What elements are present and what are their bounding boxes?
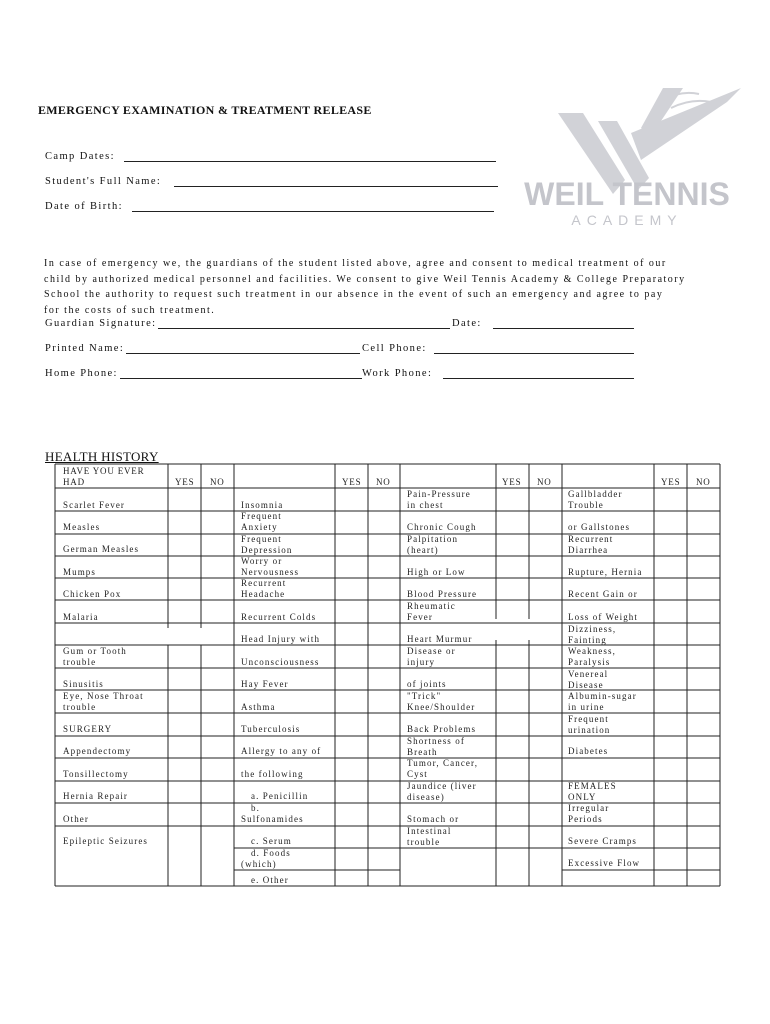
condition-label: Tonsillectomy	[63, 769, 129, 779]
logo-wordmark: WEIL TENNIS	[524, 176, 730, 212]
surgery-label: SURGERY	[63, 724, 113, 734]
consent-line: for the costs of such treatment.	[44, 304, 216, 316]
condition-label: Pain-Pressure	[407, 489, 471, 499]
cell-phone-label: Cell Phone:	[362, 343, 427, 354]
condition-label: Cyst	[407, 769, 428, 779]
date-of-birth-label: Date of Birth:	[45, 201, 123, 212]
condition-label: Hay Fever	[241, 679, 289, 689]
condition-label: Head Injury with	[241, 634, 321, 644]
condition-label: Disease or	[407, 646, 456, 656]
condition-label: Intestinal	[407, 826, 452, 836]
allergy-option: e. Other	[251, 875, 289, 885]
condition-label: Fever	[407, 612, 433, 622]
condition-label: Insomnia	[241, 500, 284, 510]
consent-line: School the authority to request such treatment in our absence in the event of such an emergency and agree to pay	[44, 289, 664, 300]
condition-label: or Gallstones	[568, 522, 631, 532]
condition-label: Epileptic Seizures	[63, 836, 149, 846]
condition-label: Disease	[568, 680, 604, 690]
condition-label: Shortness of	[407, 736, 465, 746]
allergy-option: d. Foods	[251, 848, 291, 858]
health-history-heading: HEALTH HISTORY	[45, 449, 159, 464]
consent-line: child by authorized medical personnel and facilities. We consent to give Weil Tennis Academy & College Preparatory	[44, 273, 686, 285]
work-phone-label: Work Phone:	[362, 368, 433, 379]
form-title: EMERGENCY EXAMINATION & TREATMENT RELEASE	[38, 103, 372, 117]
condition-label: Recurrent Colds	[241, 612, 317, 622]
condition-label: Severe Cramps	[568, 836, 638, 846]
condition-label: disease)	[407, 792, 445, 802]
condition-label: Breath	[407, 747, 438, 757]
condition-label: Rheumatic	[407, 601, 456, 611]
allergy-option: a. Penicillin	[251, 791, 309, 801]
condition-label: Rupture, Hernia	[568, 567, 643, 577]
condition-label: Chicken Pox	[63, 589, 122, 599]
condition-label: Gum or Tooth	[63, 646, 127, 656]
condition-label: Loss of Weight	[568, 612, 639, 622]
condition-label: urination	[568, 725, 611, 735]
condition-label: Fainting	[568, 635, 607, 645]
condition-label: Irregular	[568, 803, 610, 813]
condition-label: Appendectomy	[63, 746, 132, 756]
condition-label: Frequent	[241, 511, 282, 521]
condition-label: Jaundice (liver	[407, 781, 477, 791]
date-label: Date:	[452, 318, 482, 329]
condition-label: Trouble	[568, 500, 604, 510]
condition-label: Periods	[568, 814, 603, 824]
condition-label: Worry or	[241, 556, 283, 566]
allergy-option: Sulfonamides	[241, 814, 304, 824]
yes-header: YES	[661, 477, 681, 487]
condition-label: Sinusitis	[63, 679, 104, 689]
table-header-had: HAD	[63, 477, 85, 487]
condition-label: Excessive Flow	[568, 858, 641, 868]
condition-label: Recent Gain or	[568, 589, 638, 599]
condition-label: Diabetes	[568, 746, 609, 756]
condition-label: Back Problems	[407, 724, 477, 734]
student-name-label: Student's Full Name:	[45, 176, 162, 187]
condition-label: Unconsciousness	[241, 657, 320, 667]
condition-label: Paralysis	[568, 657, 611, 667]
condition-label: in urine	[568, 702, 605, 712]
condition-label: Palpitation	[407, 534, 459, 544]
condition-label: Anxiety	[241, 522, 278, 532]
no-header: NO	[376, 477, 391, 487]
yes-header: YES	[175, 477, 195, 487]
condition-label: Nervousness	[241, 567, 300, 577]
condition-label: Recurrent	[568, 534, 614, 544]
condition-label: Frequent	[241, 534, 282, 544]
condition-label: Weakness,	[568, 646, 616, 656]
condition-label: German Measles	[63, 544, 140, 554]
no-header: NO	[210, 477, 225, 487]
condition-label: Stomach or	[407, 814, 460, 824]
condition-label: Tumor, Cancer,	[407, 758, 479, 768]
condition-label: Mumps	[63, 567, 97, 577]
condition-label: Headache	[241, 589, 286, 599]
condition-label: in chest	[407, 500, 444, 510]
condition-label: injury	[407, 657, 436, 667]
condition-label: Venereal	[568, 669, 609, 679]
condition-label: Tuberculosis	[241, 724, 301, 734]
condition-label: Measles	[63, 522, 101, 532]
condition-label: Eye, Nose Throat	[63, 691, 144, 701]
condition-label: Frequent	[568, 714, 609, 724]
condition-label: Asthma	[241, 702, 276, 712]
condition-label: Hernia Repair	[63, 791, 129, 801]
condition-label: the following	[241, 769, 304, 779]
table-header-have-you-ever: HAVE YOU EVER	[63, 466, 145, 476]
condition-label: Malaria	[63, 612, 99, 622]
condition-label: trouble	[407, 837, 441, 847]
condition-label: "Trick"	[407, 691, 442, 701]
allergy-option: c. Serum	[251, 836, 292, 846]
condition-label: Recurrent	[241, 578, 287, 588]
condition-label: trouble	[63, 702, 97, 712]
condition-label: Chronic Cough	[407, 522, 477, 532]
condition-label: Albumin-sugar	[568, 691, 637, 701]
allergy-option: b.	[251, 803, 260, 813]
condition-label: Scarlet Fever	[63, 500, 126, 510]
guardian-signature-label: Guardian Signature:	[45, 318, 157, 329]
yes-header: YES	[342, 477, 362, 487]
condition-label: Allergy to any of	[241, 746, 322, 756]
condition-label: High or Low	[407, 567, 466, 577]
condition-label: Other	[63, 814, 89, 824]
no-header: NO	[537, 477, 552, 487]
consent-line: In case of emergency we, the guardians of the student listed above, agree and consent to medical treatment of our	[44, 258, 667, 269]
condition-label: Dizziness,	[568, 624, 617, 634]
condition-label: (heart)	[407, 545, 439, 555]
condition-label: Knee/Shoulder	[407, 702, 476, 712]
females-only-label: FEMALES	[568, 781, 617, 791]
condition-label: Diarrhea	[568, 545, 609, 555]
condition-label: Heart Murmur	[407, 634, 473, 644]
condition-label: trouble	[63, 657, 97, 667]
condition-label: Gallbladder	[568, 489, 623, 499]
logo-subtitle: ACADEMY	[571, 212, 683, 228]
no-header: NO	[696, 477, 711, 487]
home-phone-label: Home Phone:	[45, 368, 118, 379]
condition-label: of joints	[407, 679, 447, 689]
printed-name-label: Printed Name:	[45, 343, 125, 354]
condition-label: Depression	[241, 545, 293, 555]
females-only-label: ONLY	[568, 792, 597, 802]
yes-header: YES	[502, 477, 522, 487]
condition-label: Blood Pressure	[407, 589, 478, 599]
allergy-option: (which)	[241, 859, 277, 869]
camp-dates-label: Camp Dates:	[45, 151, 115, 162]
